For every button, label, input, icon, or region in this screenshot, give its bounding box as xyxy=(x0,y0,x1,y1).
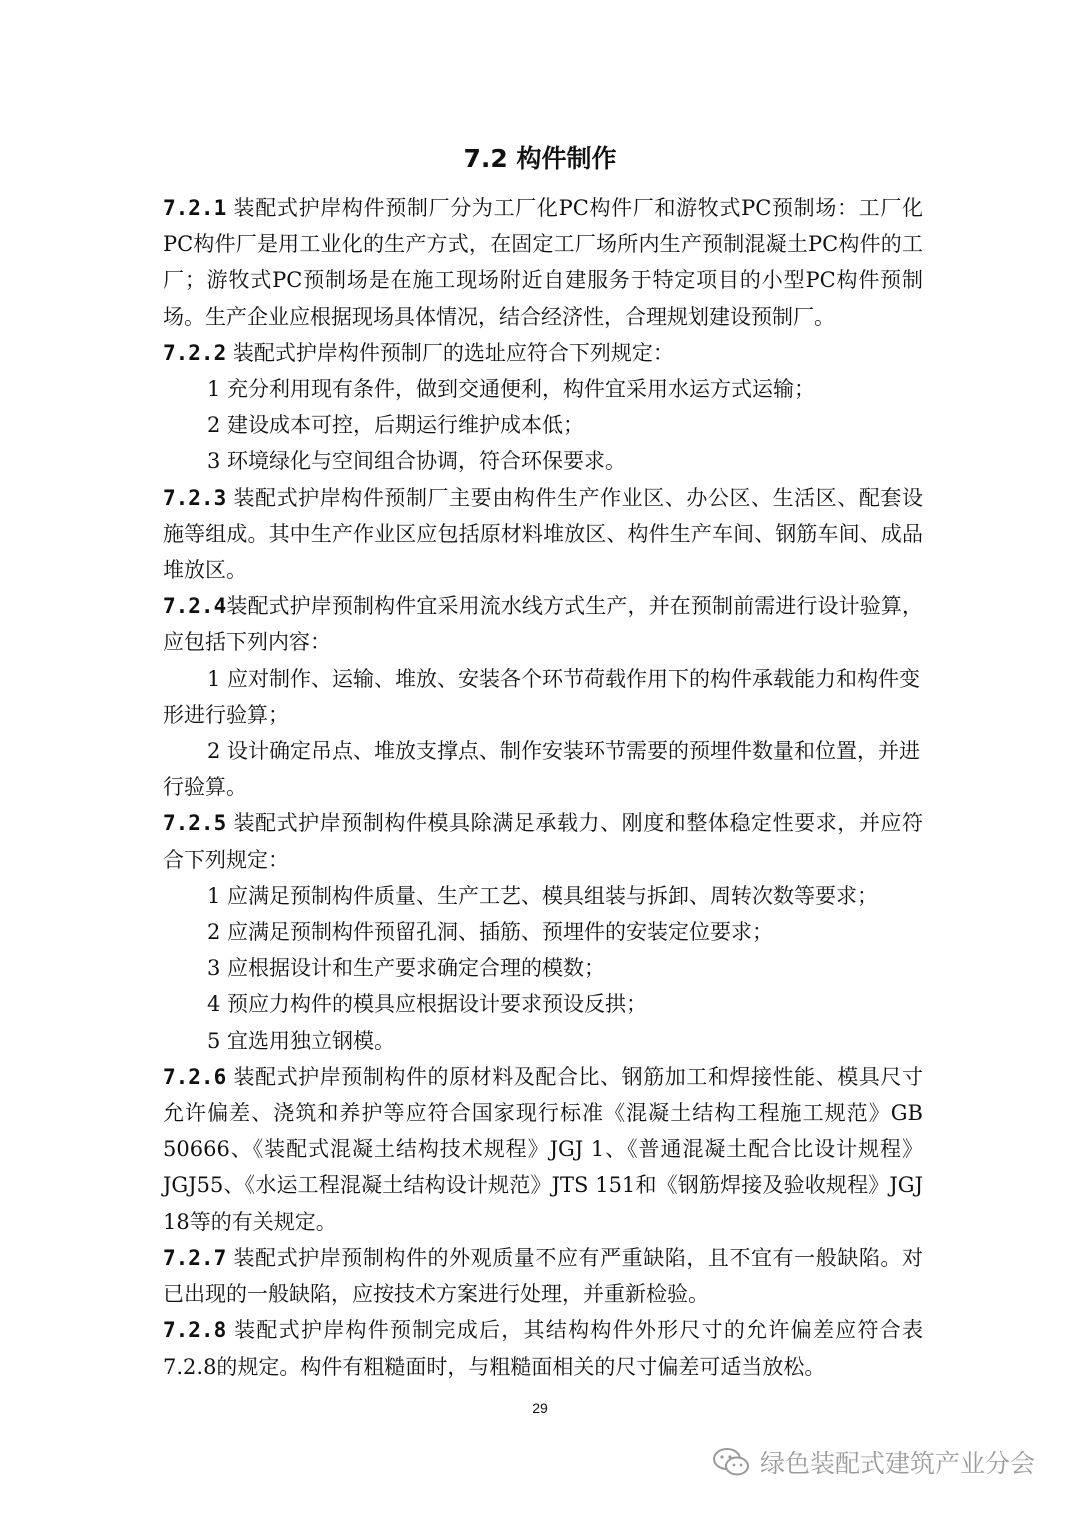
clause-number: 7.2.3 xyxy=(163,485,227,510)
clause-text: 装配式护岸构件预制厂分为工厂化PC构件厂和游牧式PC预制场：工厂化PC构件厂是用工业化的生产方式，在固定工厂场所内生产预制混凝土PC构件的工厂；游牧式PC预制场是在施工现场附近自建服务于特定项目的小型PC构件预制场。生产企业应根据现场具体情况，结合经济性，合理规划建设预制厂。 xyxy=(163,196,923,329)
watermark xyxy=(712,1442,1035,1482)
clause-text: 装配式护岸预制构件的外观质量不应有严重缺陷，且不宜有一般缺陷。对已出现的一般缺陷，应按技术方案进行处理，并重新检验。 xyxy=(163,1245,923,1307)
clause-number: 7.2.6 xyxy=(163,1064,227,1089)
body-text xyxy=(163,190,923,1385)
list-item: 2 建设成本可控，后期运行维护成本低； xyxy=(207,413,585,438)
clause-text: 装配式护岸构件预制厂主要由构件生产作业区、办公区、生活区、配套设施等组成。其中生产作业区应包括原材料堆放区、构件生产车间、钢筋车间、成品堆放区。 xyxy=(163,485,923,583)
clause-7-2-6 xyxy=(163,1059,923,1240)
clause-7-2-4 xyxy=(163,588,923,660)
clause-text: 装配式护岸构件预制厂的选址应符合下列规定： xyxy=(226,340,674,365)
clause-text: 装配式护岸预制构件模具除满足承载力、刚度和整体稳定性要求，并应符合下列规定： xyxy=(163,811,923,872)
clause-text: 装配式护岸构件预制完成后，其结构构件外形尺寸的允许偏差应符合表7.2.8的规定。构件有粗糙面时，与粗糙面相关的尺寸偏差可适当放松。 xyxy=(163,1318,923,1379)
list-item: 2 应满足预制构件预留孔洞、插筋、预埋件的安装定位要求； xyxy=(207,920,774,945)
section-title: 7.2 构件制作 xyxy=(463,144,617,173)
clause-number: 7.2.8 xyxy=(163,1318,227,1343)
clause-7-2-7 xyxy=(163,1240,923,1312)
list-item: 1 应对制作、运输、堆放、安装各个环节荷载作用下的构件承载能力和构件变形进行验算； xyxy=(163,666,921,727)
clause-7-2-5 xyxy=(163,805,923,877)
list-item: 3 环境绿化与空间组合协调，符合环保要求。 xyxy=(207,449,627,474)
clause-7-2-3 xyxy=(163,480,923,589)
list-item: 1 充分利用现有条件，做到交通便利，构件宜采用水运方式运输； xyxy=(207,377,816,402)
clause-7-2-8 xyxy=(163,1312,923,1384)
list-item: 4 预应力构件的模具应根据设计要求预设反拱； xyxy=(207,992,648,1017)
clause-number: 7.2.2 xyxy=(163,340,227,365)
clause-text: 装配式护岸预制构件宜采用流水线方式生产，并在预制前需进行设计验算，应包括下列内容： xyxy=(163,594,923,655)
list-item: 5 宜选用独立钢模。 xyxy=(207,1028,396,1053)
clause-7-2-1 xyxy=(163,190,923,335)
list-item: 2 设计确定吊点、堆放支撑点、制作安装环节需要的预埋件数量和位置，并进行验算。 xyxy=(163,739,921,800)
clause-number: 7.2.7 xyxy=(163,1245,227,1270)
list-item: 3 应根据设计和生产要求确定合理的模数； xyxy=(207,956,606,981)
clause-7-2-2 xyxy=(163,335,923,371)
clause-number: 7.2.5 xyxy=(163,811,227,836)
clause-number: 7.2.4 xyxy=(163,594,227,619)
wechat-icon xyxy=(712,1447,750,1477)
clause-text: 装配式护岸预制构件的原材料及配合比、钢筋加工和焊接性能、模具尺寸允许偏差、浇筑和养护等应符合国家现行标准《混凝土结构工程施工规范》GB 50666、《装配式混凝土结构技术规程》JGJ 1、《普通混凝土配合比设计规程》JGJ55、《水运工程混凝土结构设计规范》JTS 151和《钢筋焊接及验收规程》JGJ 18等的有关规定。 xyxy=(163,1064,923,1234)
list-item: 1 应满足预制构件质量、生产工艺、模具组装与拆卸、周转次数等要求； xyxy=(207,883,879,908)
page-number: 29 xyxy=(532,1400,548,1416)
watermark-text: 绿色装配式建筑产业分会 xyxy=(760,1449,1036,1478)
clause-number: 7.2.1 xyxy=(163,196,227,220)
